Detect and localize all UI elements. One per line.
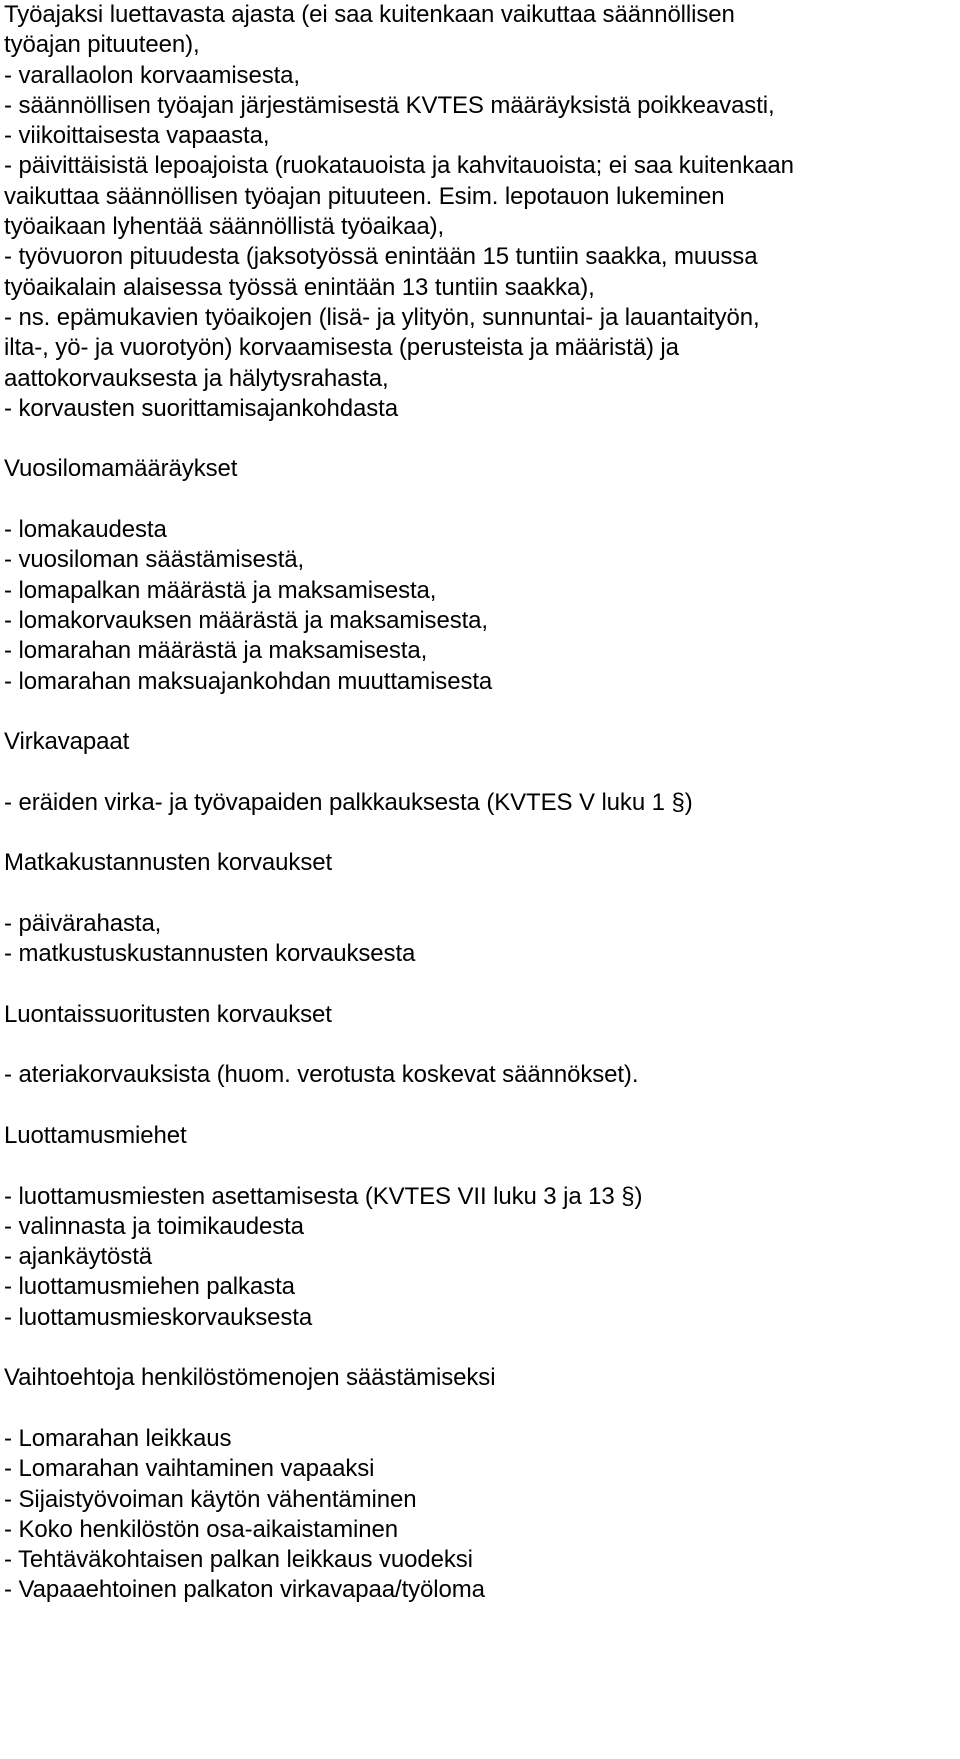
list-item: - ateriakorvauksista (huom. verotusta koskevat säännökset). [4, 1061, 639, 1089]
spacer [4, 1030, 956, 1060]
list-item: - lomarahan määrästä ja maksamisesta, [4, 637, 428, 665]
list-item: - lomakaudesta [4, 516, 167, 544]
list-item: - ns. epämukavien työaikojen (lisä- ja ylityön, sunnuntai- ja lauantaityön, [4, 303, 760, 331]
section-matkakustannusten-korvaukset [4, 848, 956, 969]
text-line: Työajaksi luettavasta ajasta (ei saa kuitenkaan vaikuttaa säännöllisen [4, 1, 735, 28]
section-heading: Matkakustannusten korvaukset [4, 849, 333, 877]
section-vuosilomamaaraykset [4, 454, 956, 696]
list-item: - luottamusmiehen palkasta [4, 1273, 295, 1301]
text-line: työajan pituuteen), [4, 31, 200, 59]
section-luottamusmiehet [4, 1121, 956, 1333]
section-heading: Vaihtoehtoja henkilöstömenojen säästämiseksi [4, 1364, 496, 1392]
spacer [4, 1151, 956, 1181]
section-heading: Luottamusmiehet [4, 1121, 187, 1149]
list-item: - korvausten suorittamisajankohdasta [4, 394, 398, 422]
text-line: työaikalain alaisessa työssä enintään 13 tuntiin saakka), [4, 273, 595, 301]
list-item: - Lomarahan leikkaus [4, 1424, 232, 1452]
section-heading: Vuosilomamääräykset [4, 455, 238, 483]
list-item: - säännöllisen työajan järjestämisestä KVTES määräyksistä poikkeavasti, [4, 91, 775, 119]
section-heading: Virkavapaat [4, 728, 130, 756]
spacer [4, 697, 956, 727]
list-item: - luottamusmieskorvauksesta [4, 1303, 313, 1331]
section-heading: Luontaissuoritusten korvaukset [4, 1000, 332, 1028]
spacer [4, 879, 956, 909]
list-item: - vuosiloman säästämisestä, [4, 546, 305, 574]
list-item: - eräiden virka- ja työvapaiden palkkauksesta (KVTES V luku 1 §) [4, 788, 693, 816]
text-line: aattokorvauksesta ja hälytysrahasta, [4, 364, 389, 392]
list-item: - päivärahasta, [4, 909, 162, 937]
text-line: ilta-, yö- ja vuorotyön) korvaamisesta (perusteista ja määristä) ja [4, 334, 679, 362]
list-item: - Vapaaehtoinen palkaton virkavapaa/työloma [4, 1576, 485, 1604]
section-luontaissuoritusten-korvaukset [4, 1000, 956, 1091]
spacer [4, 757, 956, 787]
spacer [4, 1333, 956, 1363]
text-line: vaikuttaa säännöllisen työajan pituuteen. Esim. lepotauon lukeminen [4, 182, 725, 210]
list-item: - Tehtäväkohtaisen palkan leikkaus vuodeksi [4, 1546, 473, 1574]
section-vaihtoehtoja [4, 1363, 956, 1605]
list-item: - luottamusmiesten asettamisesta (KVTES VII luku 3 ja 13 §) [4, 1182, 643, 1210]
section-virkavapaat [4, 727, 956, 818]
list-item: - Sijaistyövoiman käytön vähentäminen [4, 1485, 417, 1513]
list-item: - lomapalkan määrästä ja maksamisesta, [4, 576, 437, 604]
text-line: työaikaan lyhentää säännöllistä työaikaa), [4, 213, 445, 241]
list-item: - ajankäytöstä [4, 1243, 153, 1271]
spacer [4, 818, 956, 848]
list-item: - Lomarahan vaihtaminen vapaaksi [4, 1455, 375, 1483]
intro-block [4, 0, 956, 424]
spacer [4, 1394, 956, 1424]
spacer [4, 970, 956, 1000]
list-item: - varallaolon korvaamisesta, [4, 61, 300, 89]
list-item: - lomarahan maksuajankohdan muuttamisesta [4, 667, 493, 695]
list-item: - viikoittaisesta vapaasta, [4, 122, 270, 150]
list-item: - työvuoron pituudesta (jaksotyössä enintään 15 tuntiin saakka, muussa [4, 243, 758, 271]
spacer [4, 424, 956, 454]
document-body [4, 0, 956, 1606]
list-item: - Koko henkilöstön osa-aikaistaminen [4, 1515, 398, 1543]
list-item: - päivittäisistä lepoajoista (ruokatauoista ja kahvitauoista; ei saa kuitenkaan [4, 152, 794, 180]
list-item: - matkustuskustannusten korvauksesta [4, 940, 416, 968]
spacer [4, 485, 956, 515]
list-item: - valinnasta ja toimikaudesta [4, 1212, 304, 1240]
spacer [4, 1091, 956, 1121]
list-item: - lomakorvauksen määrästä ja maksamisesta, [4, 606, 488, 634]
